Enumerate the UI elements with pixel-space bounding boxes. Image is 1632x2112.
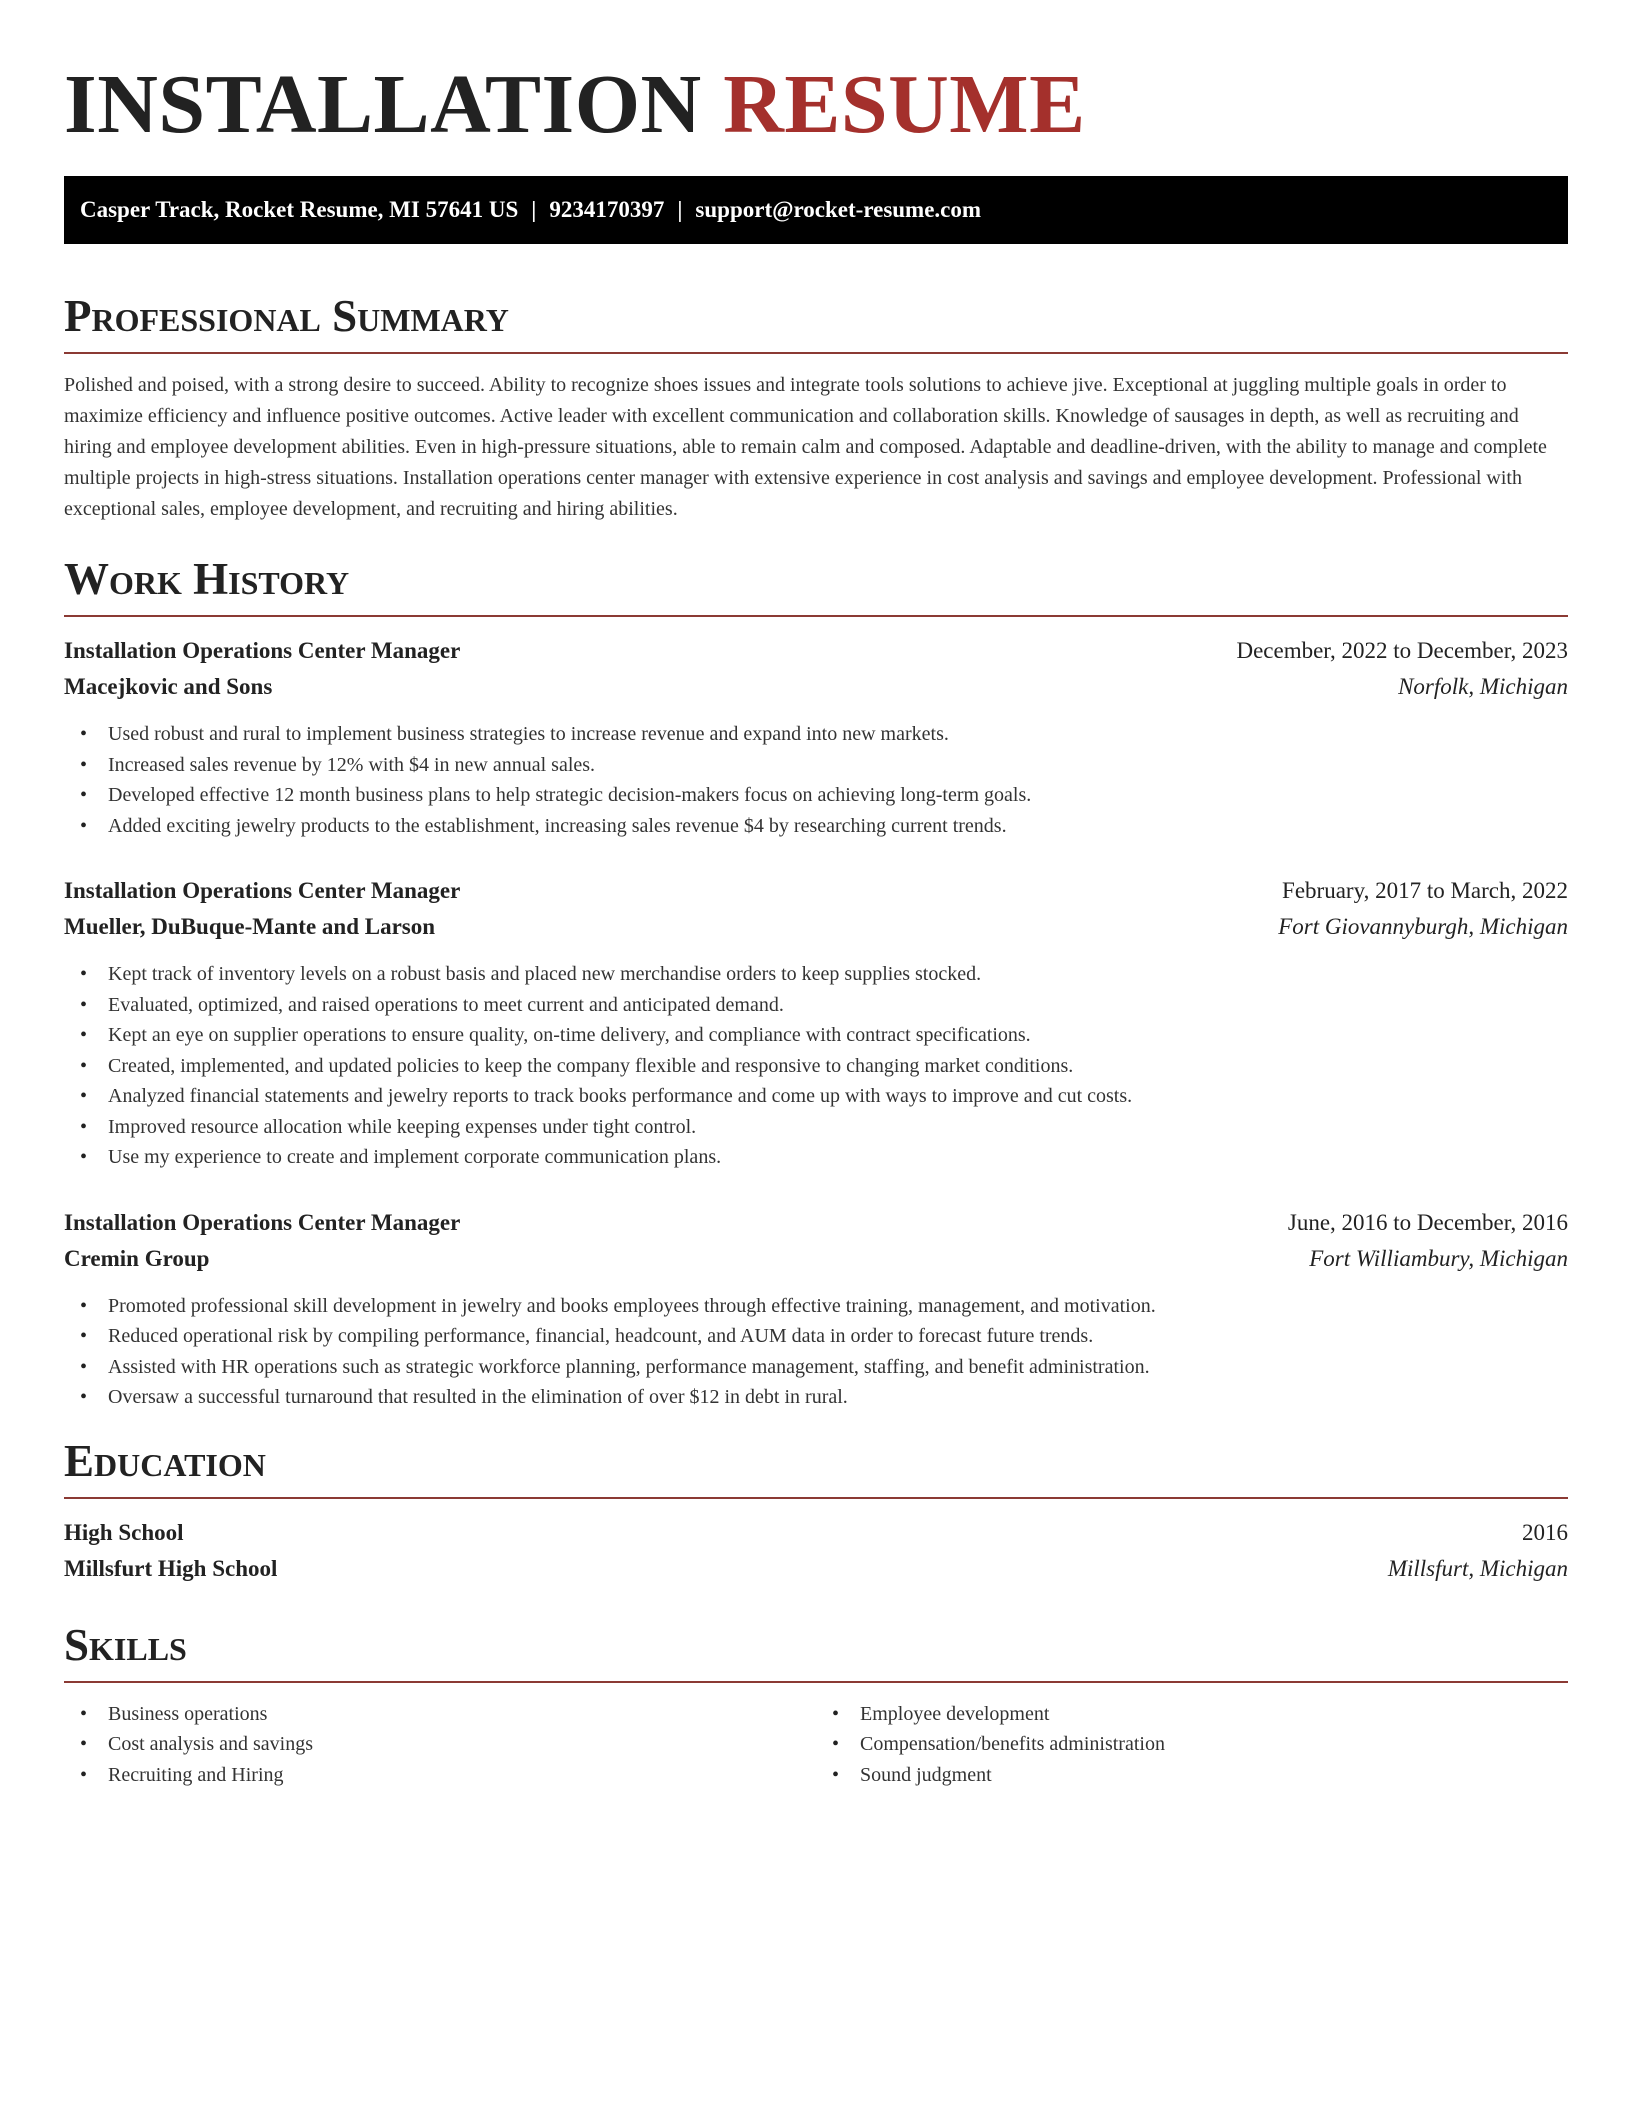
job-title: Installation Operations Center Manager	[64, 1209, 461, 1235]
job-title-row	[64, 1205, 1568, 1241]
job-bullet: • Evaluated, optimized, and raised operations to meet current and anticipated demand.	[64, 990, 1568, 1021]
contact-phone: 9234170397	[549, 197, 665, 222]
contact-bar	[64, 176, 1568, 244]
skill-item: • Business operations	[64, 1699, 816, 1730]
education-year: 2016	[1522, 1519, 1568, 1545]
title-second-word: RESUME	[723, 58, 1086, 151]
job-bullet: • Use my experience to create and implement corporate communication plans.	[64, 1142, 1568, 1173]
contact-address: Casper Track, Rocket Resume, MI 57641 US	[80, 197, 519, 222]
section-divider	[64, 1681, 1568, 1683]
education-school: Millsfurt High School	[64, 1555, 278, 1581]
job-company-row	[64, 909, 1568, 945]
job-bullet: • Increased sales revenue by 12% with $4 in new annual sales.	[64, 750, 1568, 781]
job-company: Mueller, DuBuque-Mante and Larson	[64, 914, 436, 939]
job-entry	[64, 633, 1568, 841]
job-bullets	[64, 719, 1568, 841]
skill-item: • Compensation/benefits administration	[816, 1729, 1568, 1760]
education-degree: High School	[64, 1519, 184, 1545]
job-bullet: • Improved resource allocation while keeping expenses under tight control.	[64, 1112, 1568, 1143]
contact-separator: |	[677, 197, 683, 222]
job-bullet: • Promoted professional skill development in jewelry and books employees through effective training, management, and motivation.	[64, 1291, 1568, 1322]
section-divider	[64, 615, 1568, 617]
section-divider	[64, 352, 1568, 354]
job-bullets	[64, 1291, 1568, 1413]
job-dates: February, 2017 to March, 2022	[1282, 878, 1568, 903]
education-section	[64, 1435, 1568, 1587]
job-bullet: • Reduced operational risk by compiling performance, financial, headcount, and AUM data in order to forecast future trends.	[64, 1321, 1568, 1352]
job-title: Installation Operations Center Manager	[64, 638, 461, 663]
job-title-row	[64, 633, 1568, 669]
work-history-section	[64, 553, 1568, 1413]
job-bullet: • Assisted with HR operations such as strategic workforce planning, performance management, staffing, and benefit administration.	[64, 1352, 1568, 1383]
education-school-row	[64, 1551, 1568, 1587]
job-entry	[64, 873, 1568, 1173]
education-location: Millsfurt, Michigan	[1387, 1555, 1568, 1581]
summary-section	[64, 290, 1568, 525]
job-bullet: • Analyzed financial statements and jewelry reports to track books performance and come up with ways to improve and cut costs.	[64, 1081, 1568, 1112]
job-location: Fort Giovannyburgh, Michigan	[1278, 914, 1568, 939]
job-bullet: • Kept an eye on supplier operations to ensure quality, on-time delivery, and compliance with contract specifications.	[64, 1020, 1568, 1051]
job-dates: June, 2016 to December, 2016	[1287, 1209, 1568, 1235]
job-title: Installation Operations Center Manager	[64, 878, 461, 903]
job-company: Macejkovic and Sons	[64, 674, 273, 699]
job-bullets	[64, 959, 1568, 1173]
job-company-row	[64, 669, 1568, 705]
skill-item: • Cost analysis and savings	[64, 1729, 816, 1760]
job-location: Fort Williambury, Michigan	[1309, 1245, 1568, 1271]
job-company-row	[64, 1241, 1568, 1277]
job-entry	[64, 1205, 1568, 1413]
contact-email: support@rocket-resume.com	[695, 197, 982, 222]
section-divider	[64, 1497, 1568, 1499]
job-dates: December, 2022 to December, 2023	[1236, 638, 1568, 663]
job-bullet: • Developed effective 12 month business plans to help strategic decision-makers focus on achieving long-term goals.	[64, 780, 1568, 811]
summary-heading: Professional Summary	[64, 291, 509, 341]
education-degree-row	[64, 1515, 1568, 1551]
job-company: Cremin Group	[64, 1245, 210, 1271]
job-location: Norfolk, Michigan	[1398, 674, 1568, 699]
skills-column-left	[64, 1699, 816, 1791]
summary-text: Polished and poised, with a strong desire to succeed. Ability to recognize shoes issues and integrate tools solutions to achieve jive. Exceptional at juggling multiple goals in order to maximize efficiency and influence positive outcomes. Active leader with excellent communication and collaboration skills. Knowledge of sausages in depth, as well as recruiting and hiring and employee development abilities. Even in high-pressure situations, able to remain calm and composed. Adaptable and deadline-driven, with the ability to manage and complete multiple projects in high-stress situations. Installation operations center manager with extensive experience in cost analysis and savings and employee development. Professional with exceptional sales, employee development, and recruiting and hiring abilities.	[64, 374, 1547, 520]
work-history-heading: Work History	[64, 554, 350, 604]
skill-item: • Employee development	[816, 1699, 1568, 1730]
skill-item: • Recruiting and Hiring	[64, 1760, 816, 1791]
job-bullet: • Used robust and rural to implement business strategies to increase revenue and expand into new markets.	[64, 719, 1568, 750]
skills-heading: Skills	[64, 1619, 187, 1670]
education-entry	[64, 1515, 1568, 1587]
job-title-row	[64, 873, 1568, 909]
skills-section	[64, 1619, 1568, 1791]
skills-grid	[64, 1699, 1568, 1791]
contact-separator: |	[531, 197, 537, 222]
education-heading: Education	[64, 1435, 266, 1486]
resume-title	[64, 55, 1568, 155]
skill-item: • Sound judgment	[816, 1760, 1568, 1791]
job-bullet: • Created, implemented, and updated policies to keep the company flexible and responsive to changing market conditions.	[64, 1051, 1568, 1082]
title-first-word: INSTALLATION	[64, 58, 702, 151]
job-bullet: • Kept track of inventory levels on a robust basis and placed new merchandise orders to keep supplies stocked.	[64, 959, 1568, 990]
skills-column-right	[816, 1699, 1568, 1791]
job-bullet: • Added exciting jewelry products to the establishment, increasing sales revenue $4 by researching current trends.	[64, 811, 1568, 842]
job-bullet: • Oversaw a successful turnaround that resulted in the elimination of over $12 in debt in rural.	[64, 1382, 1568, 1413]
